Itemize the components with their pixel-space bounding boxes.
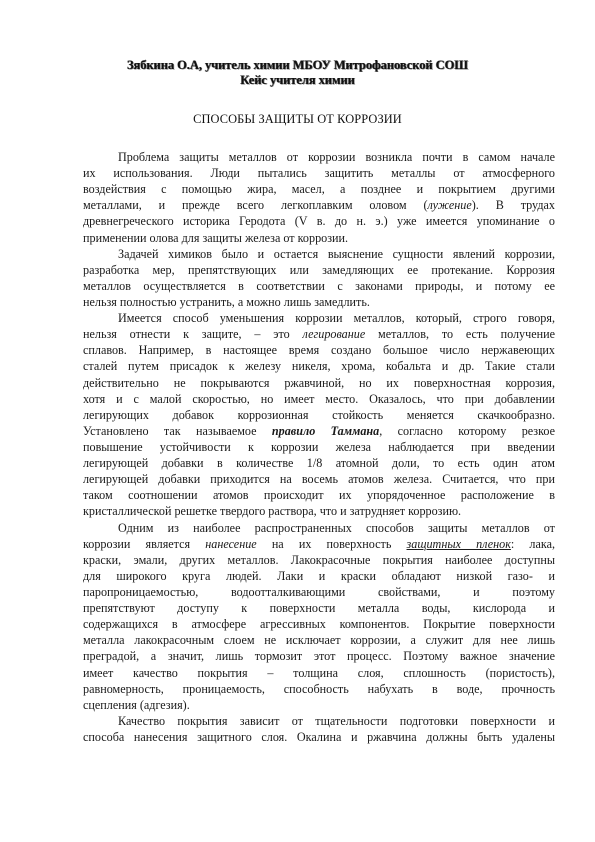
- paragraph-4-line: краски, эмали, других металлов. Лакокрасочные покрытия наиболее доступны: [83, 552, 555, 567]
- text-run: нельзя отнести к защите, – это: [83, 327, 303, 342]
- italic-term-nanesenie: нанесение: [205, 536, 257, 551]
- paragraph-4-line: преградой, а значит, лишь тормозит этот процесс. Поэтому важное значение: [83, 649, 555, 664]
- paragraph-3-line: сплавов. Например, в настоящее время создано большое число нержавеющих: [83, 343, 555, 358]
- document-body: [83, 149, 555, 745]
- paragraph-2-line: Задачей химиков было и остается выяснение сущности явлений коррозии,: [118, 246, 555, 261]
- paragraph-3-line: действительно не покрываются ржавчиной, но их поверхностная коррозия,: [83, 375, 555, 390]
- paragraph-3-line: [83, 423, 555, 439]
- bold-term-tamman-rule: правило Таммана: [271, 423, 380, 438]
- paragraph-2-line: нельзя полностью устранить, а можно лишь замедлить.: [83, 294, 370, 309]
- paragraph-4-line: препятствуют доступу к поверхности металла воды, кислорода и: [83, 601, 555, 616]
- paragraph-3-line: [83, 326, 555, 342]
- text-run: на их поверхность: [256, 536, 407, 551]
- paragraph-2-line: разработка мер, препятствующих или замедляющих ее протекание. Коррозия: [83, 262, 555, 277]
- paragraph-3-line: кристаллической решетке твердого раствора, что и затрудняет коррозию.: [83, 504, 462, 519]
- text-run: ). В трудах: [471, 198, 555, 213]
- underlined-term-protective-films: защитных пленок: [406, 536, 511, 551]
- paragraph-4-line: сцепления (адгезия).: [83, 697, 190, 712]
- paragraph-1-line: древнегреческого историка Геродота (V в. до н. э.) уже имеется упоминание о: [83, 214, 555, 229]
- author-line: Зябкина О.А, учитель химии МБОУ Митрофановской СОШ: [126, 58, 469, 72]
- paragraph-4-line: металла лакокрасочным слоем не исключает коррозии, а служит для нее лишь: [83, 633, 555, 648]
- paragraph-4-line: имеет качество покрытия – толщина слоя, сплошность (пористость),: [83, 665, 555, 680]
- paragraph-3-line: Имеется способ уменьшения коррозии металлов, который, строго говоря,: [118, 311, 555, 326]
- text-run: металлами, и прежде всего легкоплавким оловом (: [83, 198, 428, 213]
- paragraph-4-line: [83, 536, 555, 552]
- paragraph-4-line: содержащихся в атмосфере агрессивных компонентов. Покрытие поверхности: [83, 617, 555, 632]
- italic-term-legirovanie: легирование: [302, 327, 366, 342]
- paragraph-1-line: [83, 197, 555, 213]
- paragraph-2-line: металлов осуществляется в соответствии с законами природы, и потому ее: [83, 278, 555, 293]
- document-header: [60, 58, 535, 88]
- text-run: , согласно которому резкое: [379, 423, 555, 438]
- text-run: коррозии является: [83, 536, 206, 551]
- paragraph-3-line: сталей путем присадок к железу никеля, хрома, кобальта и др. Такие стали: [83, 359, 555, 374]
- paragraph-3-line: хотя и с малой скоростью, но имеет место. Оказалось, что при добавлении: [83, 391, 555, 406]
- paragraph-4-line: для широкого круга людей. Лаки и краски обладают низкой газо- и: [83, 568, 555, 583]
- italic-term-luzhenie: лужение: [427, 198, 472, 213]
- paragraph-3-line: легирующей добавки приходится на восемь атомов железа. Считается, что при: [83, 472, 555, 487]
- paragraph-3-line: легирующей добавки в количестве 1/8 атомной доли, то есть один атом: [83, 456, 555, 471]
- paragraph-4-line: Одним из наиболее распространенных способов защиты металлов от: [118, 520, 555, 535]
- paragraph-4-line: паропроницаемостью, водоотталкивающими свойствами, и поэтому: [83, 584, 555, 599]
- paragraph-5-line: Качество покрытия зависит от тщательности подготовки поверхности и: [118, 713, 555, 728]
- document-title: СПОСОБЫ ЗАЩИТЫ ОТ КОРРОЗИИ: [193, 112, 402, 126]
- text-run: : лака,: [510, 536, 555, 551]
- paragraph-1-line: их использования. Люди пытались защитить металлы от атмосферного: [83, 166, 555, 181]
- paragraph-1-line: Проблема защиты металлов от коррозии возникла почти в самом начале: [118, 150, 555, 164]
- paragraph-3-line: повышение устойчивости к коррозии железа наблюдается при введении: [83, 439, 555, 454]
- paragraph-5-line: способа нанесения защитного слоя. Окалина и ржавчина должны быть удалены: [83, 729, 555, 744]
- text-run: металлов, то есть получение: [365, 327, 555, 342]
- case-line: Кейс учителя химии: [240, 73, 355, 87]
- text-run: Установлено так называемое: [83, 423, 272, 438]
- paragraph-1-line: воздействия с помощью жира, масел, а позднее и покрытием другими: [83, 182, 555, 197]
- paragraph-4-line: равномерность, проницаемость, способность набухать в воде, прочность: [83, 681, 555, 696]
- paragraph-1-line: применении олова для защиты железа от коррозии.: [83, 230, 349, 245]
- paragraph-3-line: таком соотношении атомов происходит их упорядоченное расположение в: [83, 488, 555, 503]
- paragraph-3-line: легирующих добавок коррозионная стойкость меняется скачкообразно.: [83, 407, 555, 422]
